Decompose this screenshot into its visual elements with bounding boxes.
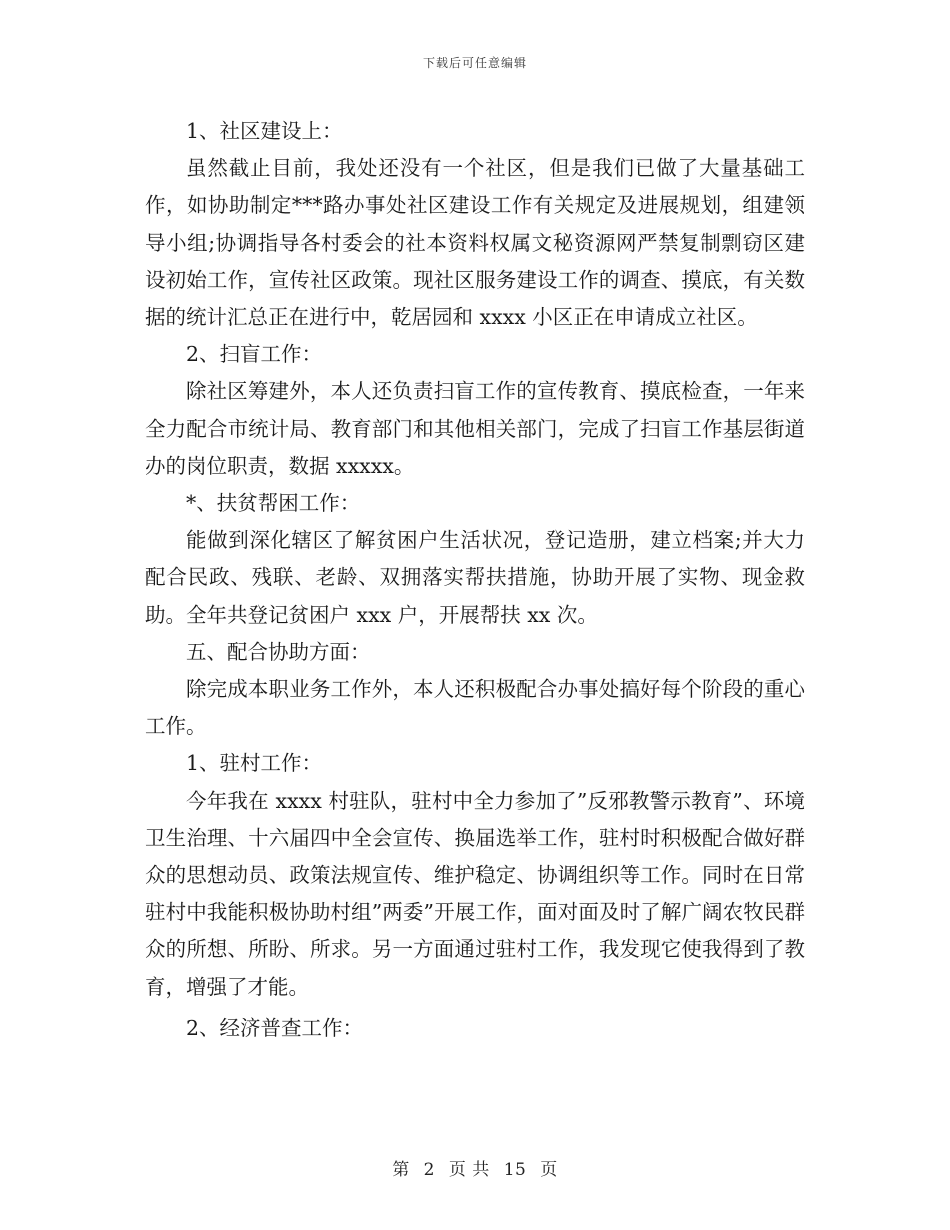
- page-footer: [0, 1155, 950, 1180]
- footer-suffix: 页: [540, 1160, 558, 1180]
- footer-middle: 页 共: [448, 1160, 490, 1180]
- paragraph-coordination: 除完成本职业务工作外，本人还积极配合办事处搞好每个阶段的重心工作。: [145, 677, 805, 739]
- paragraph-poverty-relief: 能做到深化辖区了解贫困户生活状况，登记造册，建立档案;并大力配合民政、残联、老龄、双拥落实帮扶措施，协助开展了实物、现金救助。全年共登记贫困户 xxx 户，开展帮扶 xx 次。: [145, 528, 805, 627]
- heading-village-work: 1、驻村工作：: [186, 751, 323, 776]
- heading-community-building: 1、社区建设上：: [186, 119, 343, 143]
- heading-coordination: 五、配合协助方面：: [186, 639, 371, 664]
- footer-page-number: 2: [423, 1160, 435, 1180]
- paragraph-community-building: 虽然截止目前，我处还没有一个社区，但是我们已做了大量基础工作，如协助制定***路办事处社区建设工作有关规定及进展规划，组建领导小组;协调指导各村委会的社本资料权属文秘资源网严禁复制剽窃区建设初始工作，宣传社区政策。现社区服务建设工作的调查、摸底，有关数据的统计汇总正在进行中，乾居园和 xxxx 小区正在申请成立社区。: [145, 156, 805, 330]
- paragraph-literacy-work: 除社区筹建外，本人还负责扫盲工作的宣传教育、摸底检查，一年来全力配合市统计局、教育部门和其他相关部门，完成了扫盲工作基层街道办的岗位职责，数据 xxxxx。: [145, 379, 805, 478]
- paragraph-village-work: 今年我在 xxxx 村驻队，驻村中全力参加了”反邪教警示教育”、环境卫生治理、十六届四中全会宣传、换届选举工作，驻村时积极配合做好群众的思想动员、政策法规宣传、维护稳定、协调组织等工作。同时在日常驻村中我能积极协助村组”两委”开展工作，面对面及时了解广阔农牧民群众的所想、所盼、所求。另一方面通过驻村工作，我发现它使我得到了教育，增强了才能。: [145, 788, 805, 999]
- heading-literacy-work: 2、扫盲工作：: [186, 342, 323, 367]
- document-body: [145, 113, 805, 1047]
- heading-economic-census: 2、经济普查工作：: [186, 1015, 364, 1040]
- footer-prefix: 第: [392, 1160, 410, 1180]
- heading-poverty-relief: *、扶贫帮困工作：: [186, 491, 361, 516]
- footer-total-pages: 15: [503, 1160, 527, 1180]
- page-header: 下载后可任意编辑: [422, 56, 527, 70]
